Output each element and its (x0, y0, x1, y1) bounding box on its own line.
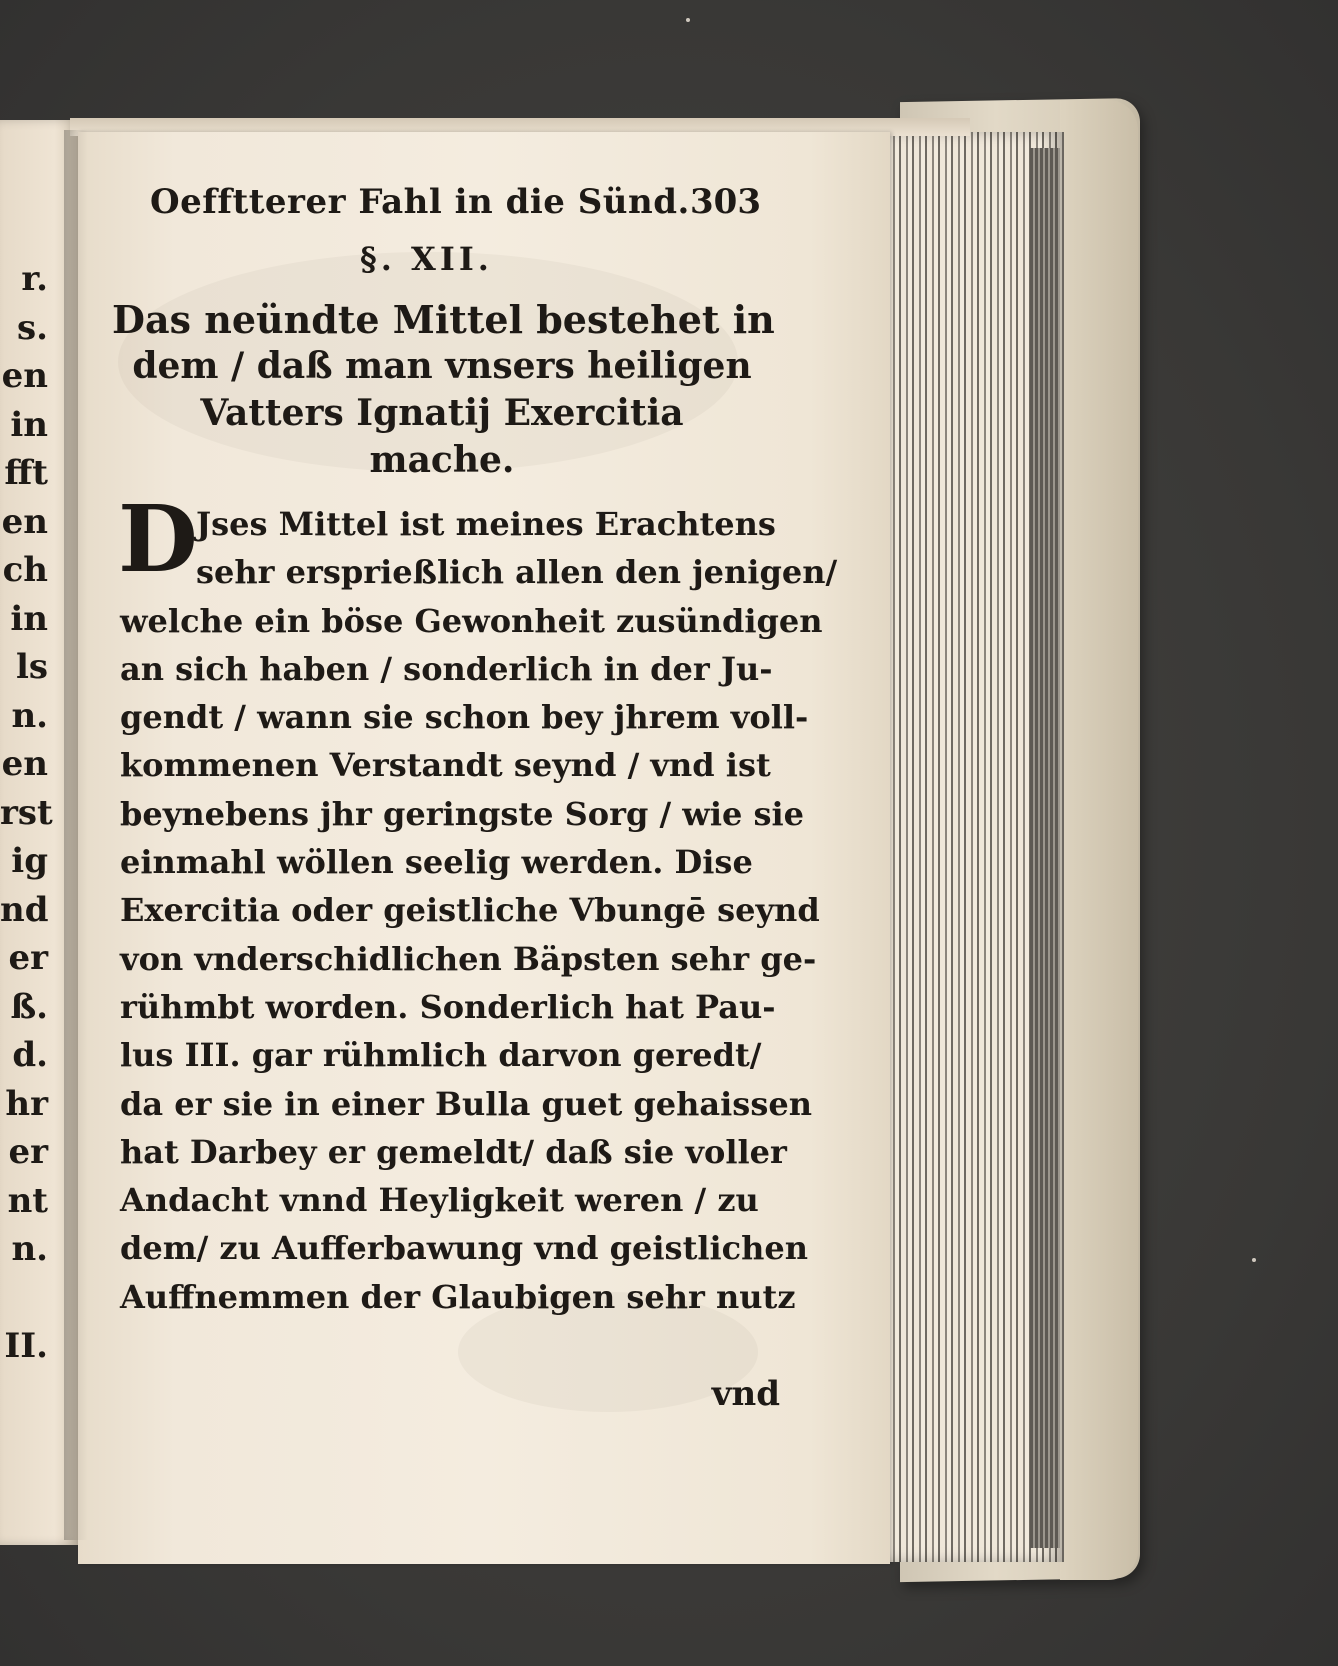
page-number: 303 (690, 182, 761, 222)
left-line-ending: en (1, 501, 48, 542)
body-line: Andacht vnnd Heyligkeit weren / zu (120, 1181, 759, 1220)
left-line-ending (0, 1274, 48, 1323)
left-line-ending: er (8, 938, 48, 978)
body-line: von vnderschidlichen Bäpsten sehr ge- (120, 939, 817, 978)
body-line: welche ein böse Gewonheit zusündigen (120, 601, 823, 640)
body-line: Jses Mittel ist meines Erachtens (196, 505, 776, 543)
body-line: da er sie in einer Bulla guet gehaissen (120, 1084, 812, 1123)
body-line: hat Darbey er gemeldt/ daß sie voller (120, 1132, 787, 1171)
body-line: gendt / wann sie schon bey jhrem voll- (120, 698, 809, 737)
left-line-ending: in (10, 404, 48, 445)
drop-cap: D (118, 485, 198, 593)
left-line-ending: d. (12, 1035, 48, 1075)
chapter-heading (112, 296, 775, 484)
left-line-ending: n. (11, 1229, 48, 1269)
left-line-ending: n. (11, 695, 48, 736)
left-line-ending: ig (11, 841, 48, 881)
left-line-ending: s. (17, 307, 48, 348)
heading-line: mache. (369, 439, 515, 481)
left-line-ending: er (8, 1132, 48, 1172)
page-gutter (64, 130, 88, 1540)
left-line-ending: ch (2, 550, 48, 590)
left-line-ending: nt (7, 1180, 48, 1221)
heading-line: Das neündte Mittel bestehet in (112, 297, 775, 342)
left-line-ending: fft (4, 453, 48, 493)
dust-speck (1252, 1258, 1256, 1262)
body-line: dem/ zu Aufferbawung vnd geistlichen (120, 1229, 809, 1268)
book-cover-edge (1060, 100, 1138, 1580)
left-line-ending: hr (5, 1083, 48, 1124)
catchword: vnd (711, 1374, 780, 1414)
body-line: einmahl wöllen seelig werden. Dise (120, 843, 753, 882)
running-head: Oefftterer Fahl in die Sünd. (150, 182, 690, 222)
body-line: lus III. gar rühmlich darvon geredt/ (120, 1036, 762, 1075)
body-text (120, 500, 838, 1321)
body-line: Exercitia oder geistliche Vbungē seynd (120, 891, 820, 930)
heading-line: dem / daß man vnsers heiligen (132, 345, 752, 387)
body-line: Auffnemmen der Glaubigen sehr nutz (120, 1277, 796, 1316)
heading-line: Vatters Ignatij Exercitia (200, 392, 684, 434)
left-line-ending: nd (0, 889, 49, 930)
left-line-ending: r. (21, 259, 48, 299)
body-line: beynebens jhr geringste Sorg / wie sie (120, 794, 805, 833)
left-line-ending: en (1, 744, 48, 784)
page-block-edge-dark (1030, 148, 1060, 1548)
section-mark: §. XII. (360, 240, 493, 278)
dust-speck (686, 18, 690, 22)
body-line: rühmbt worden. Sonderlich hat Pau- (120, 987, 776, 1026)
body-line: kommenen Verstandt seynd / vnd ist (120, 746, 771, 785)
left-page-line-endings (0, 255, 53, 1371)
left-line-ending: en (1, 356, 48, 396)
body-line: sehr ersprießlich allen den jenigen/ (196, 553, 838, 592)
left-line-ending: ls (15, 647, 48, 687)
left-line-ending: rst (0, 792, 53, 833)
left-line-ending: II. (4, 1326, 48, 1366)
left-line-ending: ß. (10, 986, 48, 1027)
body-line: an sich haben / sonderlich in der Ju- (120, 649, 773, 688)
left-line-ending: in (10, 598, 48, 639)
